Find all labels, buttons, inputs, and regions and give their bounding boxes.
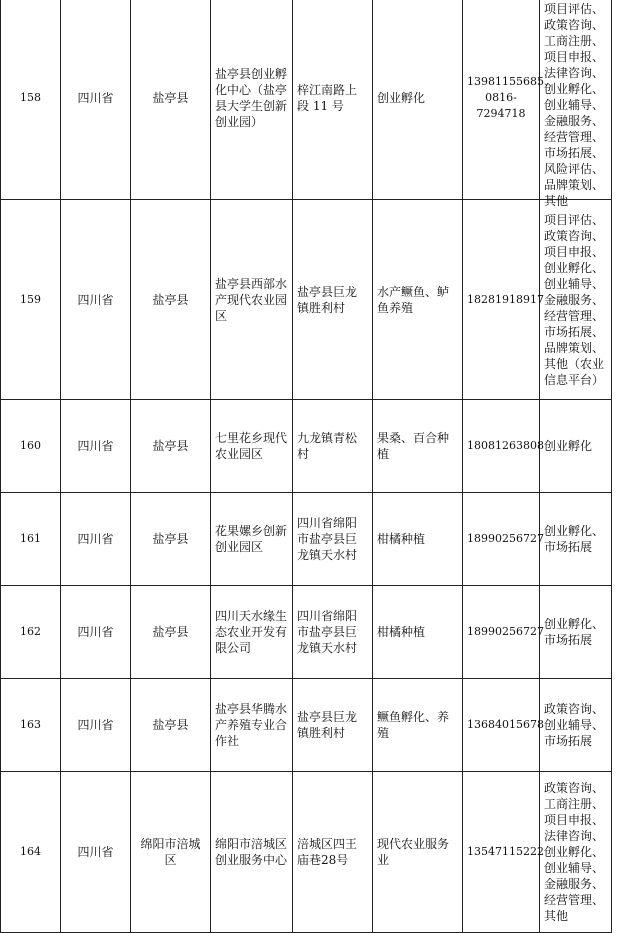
service-item: 市场拓展、 (544, 145, 605, 160)
service-item: 法律咨询、 (544, 65, 605, 80)
service-item: 项目评估、 (544, 1, 605, 16)
services-cell (540, 0, 612, 208)
services-cell (540, 200, 612, 400)
org-name-cell: 四川天水缘生态农业开发有限公司 (211, 586, 293, 679)
industry-cell: 柑橘种植 (373, 586, 463, 679)
service-item: 创业辅导、 (544, 97, 605, 112)
service-item: 项目申报、 (544, 244, 605, 259)
industry-cell: 现代农业服务业 (373, 772, 463, 933)
service-item: 金融服务、 (544, 292, 605, 307)
org-name-cell: 绵阳市涪城区创业服务中心 (211, 772, 293, 933)
service-item: 金融服务、 (544, 877, 605, 891)
row-number: 161 (1, 493, 61, 586)
address-cell: 九龙镇青松村 (293, 400, 373, 493)
table-row (1, 493, 612, 586)
table-row (1, 200, 612, 400)
table-row (1, 400, 612, 493)
service-item: 品牌策划、 (544, 340, 605, 355)
address-cell: 涪城区四王庙巷28号 (293, 772, 373, 933)
service-item: 政策咨询、 (544, 781, 605, 795)
phone-cell: 18990256727 (463, 586, 540, 679)
county-cell: 盐亭县 (131, 400, 211, 493)
service-item: 其他 (544, 193, 569, 208)
org-name-cell: 盐亭县华腾水产养殖专业合作社 (211, 679, 293, 772)
service-item: 创业孵化、 (544, 617, 605, 631)
phone-cell: 18990256727 (463, 493, 540, 586)
service-item: 政策咨询、 (544, 702, 605, 716)
service-item: 经营管理、 (544, 893, 605, 907)
row-number: 163 (1, 679, 61, 772)
service-item: 工商注册、 (544, 33, 605, 48)
service-item: 政策咨询、 (544, 228, 605, 243)
service-item: 政策咨询、 (544, 17, 605, 32)
county-cell: 盐亭县 (131, 493, 211, 586)
service-item: 创业孵化、 (544, 81, 605, 96)
industry-cell: 果桑、百合种植 (373, 400, 463, 493)
industry-cell: 柑橘种植 (373, 493, 463, 586)
service-item: 创业辅导、 (544, 276, 605, 291)
address-cell: 梓江南路上段 11 号 (293, 0, 373, 200)
service-item: 信息平台） (544, 372, 605, 387)
row-number: 158 (1, 0, 61, 200)
service-item: 项目评估、 (544, 212, 605, 227)
services-cell (540, 586, 612, 679)
address-cell: 盐亭县巨龙镇胜利村 (293, 200, 373, 400)
county-cell: 盐亭县 (131, 0, 211, 200)
service-item: 经营管理、 (544, 308, 605, 323)
service-item: 风险评估、 (544, 161, 605, 176)
province-cell: 四川省 (61, 679, 131, 772)
service-item: 项目申报、 (544, 813, 605, 827)
province-cell: 四川省 (61, 400, 131, 493)
services-cell (540, 493, 612, 586)
industry-cell: 鳜鱼孵化、养殖 (373, 679, 463, 772)
service-item: 市场拓展 (544, 540, 593, 554)
address-cell: 盐亭县巨龙镇胜利村 (293, 679, 373, 772)
address-cell: 四川省绵阳市盐亭县巨龙镇天水村 (293, 493, 373, 586)
service-item: 创业辅导、 (544, 861, 605, 875)
table-row (1, 772, 612, 933)
services-cell (540, 400, 612, 493)
province-cell: 四川省 (61, 0, 131, 200)
table-row (1, 679, 612, 772)
org-name-cell: 七里花乡现代农业园区 (211, 400, 293, 493)
county-cell: 绵阳市涪城区 (131, 772, 211, 933)
services-cell (540, 772, 612, 933)
county-cell: 盐亭县 (131, 586, 211, 679)
service-item: 金融服务、 (544, 113, 605, 128)
service-item: 市场拓展、 (544, 324, 605, 339)
service-item: 其他 (544, 909, 569, 923)
service-item: 市场拓展 (544, 734, 593, 748)
services-cell (540, 679, 612, 772)
service-item: 法律咨询、 (544, 829, 605, 843)
row-number: 159 (1, 200, 61, 400)
service-item: 创业孵化 (544, 439, 593, 453)
service-item: 经营管理、 (544, 129, 605, 144)
industry-cell: 水产鳜鱼、鲈鱼养殖 (373, 200, 463, 400)
phone-cell: 13684015678 (463, 679, 540, 772)
county-cell: 盐亭县 (131, 200, 211, 400)
province-cell: 四川省 (61, 586, 131, 679)
county-cell: 盐亭县 (131, 679, 211, 772)
phone-cell: 18081263808 (463, 400, 540, 493)
phone-cell: 13981155685、0816-7294718 (463, 0, 540, 200)
table-row (1, 586, 612, 679)
row-number: 162 (1, 586, 61, 679)
table-row (1, 0, 612, 200)
province-cell: 四川省 (61, 772, 131, 933)
service-item: 创业孵化、 (544, 845, 605, 859)
service-item: 其他（农业 (544, 356, 605, 371)
province-cell: 四川省 (61, 200, 131, 400)
row-number: 160 (1, 400, 61, 493)
phone-cell: 13547115222 (463, 772, 540, 933)
service-item: 创业孵化、 (544, 260, 605, 275)
org-name-cell: 盐亭县西部水产现代农业园区 (211, 200, 293, 400)
service-item: 品牌策划、 (544, 177, 605, 192)
service-item: 创业辅导、 (544, 718, 605, 732)
province-cell: 四川省 (61, 493, 131, 586)
service-item: 项目申报、 (544, 49, 605, 64)
service-item: 市场拓展 (544, 633, 593, 647)
service-item: 工商注册、 (544, 797, 605, 811)
org-name-cell: 花果嫘乡创新创业园区 (211, 493, 293, 586)
org-name-cell: 盐亭县创业孵化中心（盐亭县大学生创新创业园） (211, 0, 293, 200)
row-number: 164 (1, 772, 61, 933)
phone-cell: 18281918917 (463, 200, 540, 400)
industry-cell: 创业孵化 (373, 0, 463, 200)
address-cell: 四川省绵阳市盐亭县巨龙镇天水村 (293, 586, 373, 679)
service-item: 创业孵化、 (544, 524, 605, 538)
table-body (1, 0, 612, 933)
